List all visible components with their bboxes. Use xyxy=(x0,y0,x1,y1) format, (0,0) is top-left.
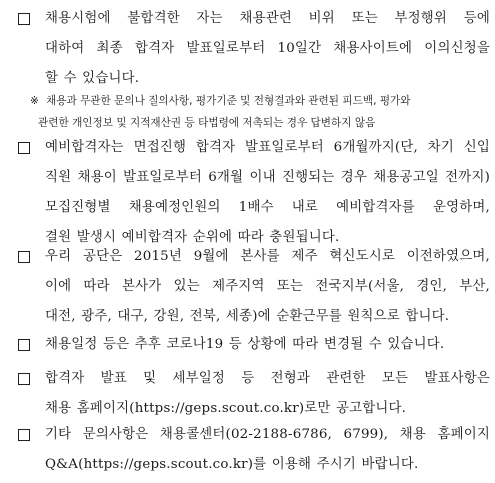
notice-text xyxy=(45,133,490,253)
notice-text xyxy=(45,242,490,332)
footnote-line: 채용과 무관한 문의나 질의사항, 평가기준 및 전형결과와 관련된 피드백, 평가와 xyxy=(46,95,411,107)
notice-line: 모집진형별 채용예정인원의 1배수 내로 예비합격자를 운영하며, xyxy=(45,200,490,215)
checkbox-square-icon xyxy=(18,339,30,351)
checkbox-square-icon xyxy=(18,251,30,263)
notice-line: 우리 공단은 2015년 9월에 본사를 제주 혁신도시로 이전하였으며, xyxy=(45,249,490,264)
footnote xyxy=(30,90,490,134)
notice-line: 채용일정 등은 추후 코로나19 등 상황에 따라 변경될 수 있습니다. xyxy=(45,337,445,352)
notice-text xyxy=(45,364,490,424)
notice-line: 대전, 광주, 대구, 강원, 전북, 세종)에 순환근무를 원칙으로 합니다. xyxy=(45,309,450,324)
notice-line: 대하여 최종 합격자 발표일로부터 10일간 채용사이트에 이의신청을 xyxy=(45,41,490,56)
checkbox-square-icon xyxy=(18,142,30,154)
notice-text xyxy=(45,330,490,360)
notice-line: 결원 발생시 예비합격자 순위에 따라 충원됩니다. xyxy=(45,230,340,245)
notice-text xyxy=(45,420,490,480)
notice-line: 직원 채용이 발표일로부터 6개월 이내 진행되는 경우 채용공고일 전까지) xyxy=(45,170,490,185)
notice-line: 이에 따라 본사가 있는 제주지역 또는 전국지부(서울, 경인, 부산, xyxy=(45,279,490,294)
checkbox-square-icon xyxy=(18,429,30,441)
notice-line: 예비합격자는 면접진행 합격자 발표일로부터 6개월까지(단, 차기 신입 xyxy=(45,140,490,155)
checkbox-square-icon xyxy=(18,373,30,385)
notice-line: 채용 홈페이지(https://geps.scout.co.kr)로만 공고합니다. xyxy=(45,401,407,416)
notice-line: 할 수 있습니다. xyxy=(45,71,140,86)
notice-line: 채용시험에 불합격한 자는 채용관련 비위 또는 부정행위 등에 xyxy=(45,11,490,26)
notice-text xyxy=(45,4,490,94)
reference-mark-icon: ※ xyxy=(30,95,39,107)
notice-line: 합격자 발표 및 세부일정 등 전형과 관련한 모든 발표사항은 xyxy=(45,371,490,386)
checkbox-square-icon xyxy=(18,13,30,25)
footnote-line: 관련한 개인정보 및 지적재산권 등 타법령에 저촉되는 경우 답변하지 않음 xyxy=(38,117,376,129)
notice-line: 기타 문의사항은 채용콜센터(02-2188-6786, 6799), 채용 홈페이지 xyxy=(45,427,490,442)
notice-line: Q&A(https://geps.scout.co.kr)를 이용해 주시기 바랍니다. xyxy=(45,457,419,472)
